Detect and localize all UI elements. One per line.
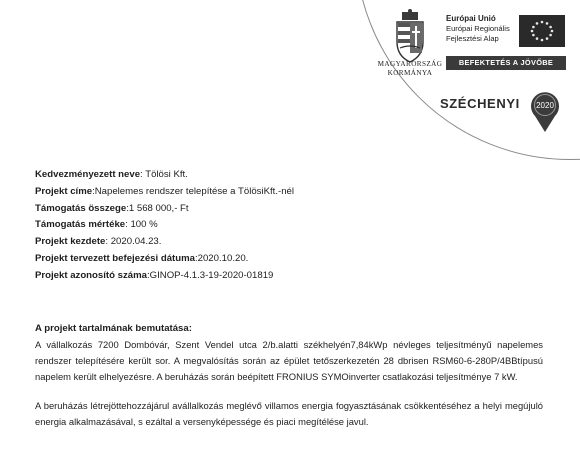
government-name <box>362 60 458 78</box>
project-title-label: Projekt címe <box>35 185 93 197</box>
hungarian-coat-of-arms-icon <box>389 8 431 66</box>
project-content-heading: A projekt tartalmának bemutatása: <box>35 323 192 334</box>
project-id-row <box>35 268 294 285</box>
project-end-label: Projekt tervezett befejezési dátuma <box>35 252 195 264</box>
project-start-value: : 2020.04.23. <box>105 236 162 248</box>
support-amount-label: Támogatás összege <box>35 202 127 214</box>
project-impact-paragraph: A beruházás létrejöttehozzájárul avállalkozás meglévő villamos energia fogyasztásának csökkentéséhez a helyi megújuló energia alkalmazásával, s ezáltal a versenyképessége és piaci megítélése javul. <box>35 400 543 427</box>
project-id-label: Projekt azonosító száma <box>35 269 147 281</box>
project-end-row <box>35 251 294 268</box>
support-rate-row <box>35 217 294 234</box>
support-rate-label: Támogatás mértéke <box>35 219 126 231</box>
eu-fund-text <box>446 14 510 44</box>
beneficiary-row <box>35 167 294 184</box>
szechenyi-year: 2020 <box>536 101 554 110</box>
szechenyi-2020-badge-icon <box>529 88 561 134</box>
eu-title: Európai Unió <box>446 14 496 23</box>
eu-flag-icon <box>519 15 565 47</box>
support-amount-value: :1 568 000,- Ft <box>126 202 189 214</box>
project-id-value: :GINOP-4.1.3-19-2020-01819 <box>146 269 274 281</box>
invest-in-future-banner: BEFEKTETÉS A JÖVŐBE <box>446 56 566 70</box>
support-rate-value: : 100 % <box>125 219 158 231</box>
support-amount-row <box>35 201 294 218</box>
project-description-paragraph: A vállalkozás 7200 Dombóvár, Szent Vendel utca 2/b.alatti székhelyén7,84kWp névleges teljesítményű napelemes rendszer telepítésére került sor. A megvalósítás során az épület tetőszerkezetén 28 dbrisen RSM60-6-280P/4BBtípusú napelem került elhelyezésre. A beruházás során beépített FRONIUS SYMOinverter csatlakozási teljesítménye 7 kW. <box>35 339 543 382</box>
government-name-line2: KORMÁNYA <box>387 69 433 77</box>
szechenyi-logo-text: SZÉCHENYI <box>440 96 520 111</box>
beneficiary-value: : Tölösi Kft. <box>140 169 188 180</box>
beneficiary-label: Kedvezményezett neve <box>35 169 141 180</box>
project-title-value: :Napelemes rendszer telepítése a TölösiKft.-nél <box>92 185 294 197</box>
project-start-label: Projekt kezdete <box>35 236 106 248</box>
project-title-row <box>35 184 294 201</box>
project-details <box>35 167 294 285</box>
project-end-value: :2020.10.20. <box>194 252 249 264</box>
eu-fund-line2: Európai Regionális <box>446 24 510 33</box>
project-start-row <box>35 234 294 251</box>
eu-fund-line3: Fejlesztési Alap <box>446 34 499 43</box>
government-name-line1: MAGYARORSZÁG <box>377 60 443 68</box>
